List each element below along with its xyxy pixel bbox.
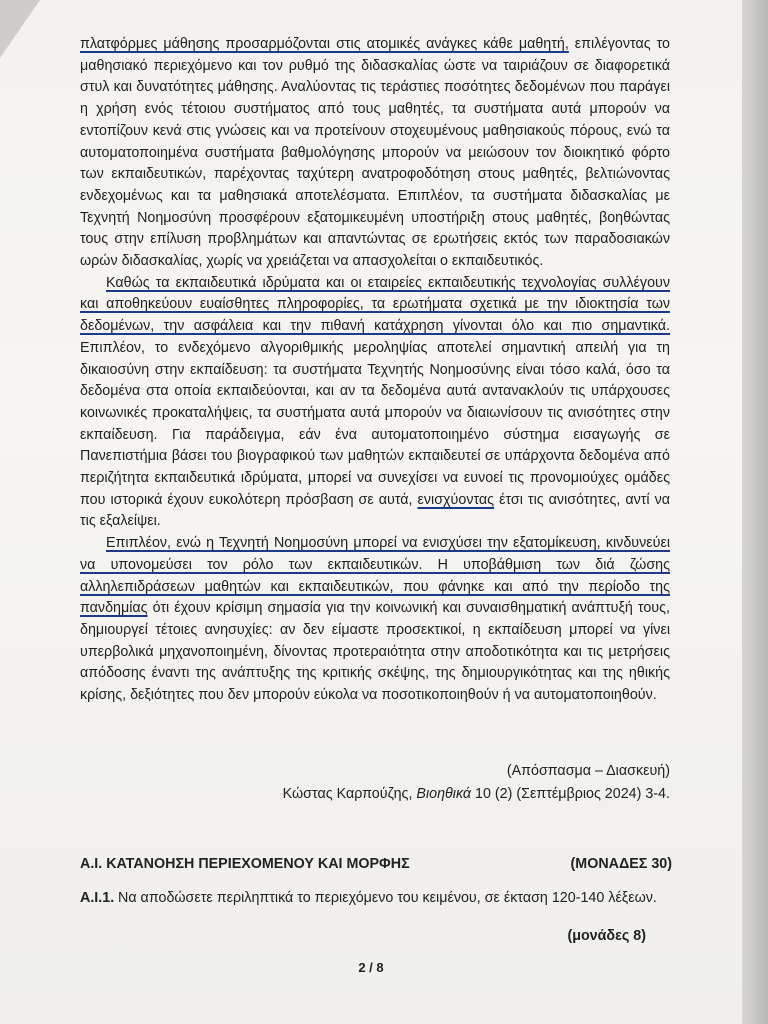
journal-title: Βιοηθικά: [416, 786, 472, 802]
folded-corner: [0, 0, 40, 58]
section-heading: [80, 856, 672, 872]
section-title: Α.Ι. ΚΑΤΑΝΟΗΣΗ ΠΕΡΙΕΧΟΜΕΝΟΥ ΚΑΙ ΜΟΡΦΗΣ: [80, 856, 410, 872]
section-points: (ΜΟΝΑΔΕΣ 30): [570, 856, 672, 872]
article-body: [80, 34, 670, 707]
page-number: 2 / 8: [358, 960, 384, 975]
paragraph-3: Επιπλέον, ενώ η Τεχνητή Νοημοσύνη μπορεί να ενισχύσει την εξατομίκευση, κινδυνεύει να υπονομεύσει τον ρόλο των εκπαιδευτικών. Η υποβάθμιση των διά ζώσης αλληλεπιδράσεων μαθητών και εκπαιδευτικών, που φάνηκε και από την περίοδο της πανδημίας ότι έχουν κρίσιμη σημασία για την κοινωνική και συναισθηματική ανάπτυξή τους, δημιουργεί τέτοιες ανησυχίες: αν δεν είμαστε προσεκτικοί, η εκπαίδευση μπορεί να γίνει υπερβολικά μηχανοποιημένη, δίνοντας προτεραιότητα στην αποδοτικότητα και τις μετρήσεις απόδοσης έναντι της ανάπτυξης της κριτικής σκέψης, της δημιουργικότητας και της ηθικής κρίσης, δεξιότητες που δεν μπορούν εύκολα να ποσοτικοποιηθούν ή να αυτοματοποιηθούν.: [80, 535, 670, 704]
question-points: (μονάδες 8): [567, 928, 646, 944]
question-number: Α.Ι.1.: [80, 890, 115, 906]
underlined-phrase: Επιπλέον, ενώ η Τεχνητή Νοημοσύνη μπορεί να ενισχύσει την εξατομίκευση, κινδυνεύει να υπονομεύσει τον ρόλο των εκπαιδευτικών. Η υποβάθμιση των διά ζώσης αλληλεπιδράσεων μαθητών και εκπαιδευτικών, που φάνηκε και από την περίοδο της πανδημίας: [80, 535, 670, 617]
paragraph-1: πλατφόρμες μάθησης προσαρμόζονται στις ατομικές ανάγκες κάθε μαθητή, επιλέγοντας το μαθησιακό περιεχόμενο και τον ρυθμό της διδασκαλίας ώστε να ταιριάζουν σε διαφορετικά στυλ και δυνατότητες μάθησης. Αναλύοντας τις τεράστιες ποσότητες δεδομένων που παράγει η χρήση ενός τέτοιου συστήματος από τους μαθητές, τα συστήματα αυτά μπορούν να εντοπίζουν κενά στις γνώσεις και να προτείνουν στοχευμένους μαθησιακούς πόρους, ενώ τα αυτοματοποιημένα συστήματα βαθμολόγησης μπορούν να μειώσουν τον διοικητικό φόρτο των εκπαιδευτικών, παρέχοντας ταχύτερη ανατροφοδότηση στους μαθητές, βελτιώνοντας ενδεχομένως και τα μαθησιακά αποτελέσματα. Επιπλέον, τα συστήματα διδασκαλίας με Τεχνητή Νοημοσύνη προσφέρουν εξατομικευμένη υποστήριξη στους μαθητές, βοηθώντας τους στην επίλυση προβλημάτων και απαντώντας σε ερωτήσεις εκτός των παραδοσιακών ωρών διδασκαλίας, χωρίς να χρειάζεται να απασχολείται ο εκπαιδευτικός.: [80, 36, 670, 270]
source-reference: Κώστας Καρπούζης, Βιοηθικά 10 (2) (Σεπτέμβριος 2024) 3-4.: [282, 786, 670, 802]
source-note: (Απόσπασμα – Διασκευή): [506, 763, 670, 779]
paragraph-2: Καθώς τα εκπαιδευτικά ιδρύματα και οι εταιρείες εκπαιδευτικής τεχνολογίας συλλέγουν και αποθηκεύουν ευαίσθητες πληροφορίες, τα ερωτήματα σχετικά με την ιδιοκτησία των δεδομένων, την ασφάλεια και την πιθανή κατάχρηση γίνονται όλο και πιο σημαντικά. Επιπλέον, το ενδεχόμενο αλγοριθμικής μεροληψίας αποτελεί σημαντική απειλή για τη δικαιοσύνη στην εκπαίδευση: τα συστήματα Τεχνητής Νοημοσύνης είναι τόσο καλά, όσο τα δεδομένα στα οποία εκπαιδεύονται, και αν τα δεδομένα αυτά αντανακλούν τις υπάρχουσες κοινωνικές προκαταλήψεις, τα συστήματα αυτά μπορούν να διαιωνίσουν τις ανισότητες στην εκπαίδευση. Για παράδειγμα, εάν ένα αυτοματοποιημένο σύστημα εισαγωγής σε Πανεπιστήμια βάσει του βιογραφικού των μαθητών εκπαιδευτεί σε υπάρχοντα δεδομένα από περιζήτητα εκπαιδευτικά ιδρύματα, μπορεί να συνεχίσει να ευνοεί τις προνομιούχες ομάδες που ιστορικά έχουν ευκολότερη πρόσβαση σε αυτά, ενισχύοντας έτσι τις ανισότητες, αντί να τις εξαλείψει.: [80, 274, 670, 530]
underlined-word: ενισχύοντας: [417, 491, 495, 508]
question-text: Να αποδώσετε περιληπτικά το περιεχόμενο του κειμένου, σε έκταση 120-140 λέξεων.: [118, 890, 657, 906]
question-item: [80, 888, 672, 909]
source-citation: [283, 760, 670, 806]
page-shadow-edge: [742, 0, 768, 1024]
underlined-phrase: πλατφόρμες μάθησης προσαρμόζονται στις ατομικές ανάγκες κάθε μαθητή,: [80, 36, 569, 52]
underlined-phrase: Καθώς τα εκπαιδευτικά ιδρύματα και οι εταιρείες εκπαιδευτικής τεχνολογίας συλλέγουν και αποθηκεύουν ευαίσθητες πληροφορίες, τα ερωτήματα σχετικά με την ιδιοκτησία των δεδομένων, την ασφάλεια και την πιθανή κατάχρηση γίνονται όλο και πιο σημαντικά.: [80, 274, 670, 335]
